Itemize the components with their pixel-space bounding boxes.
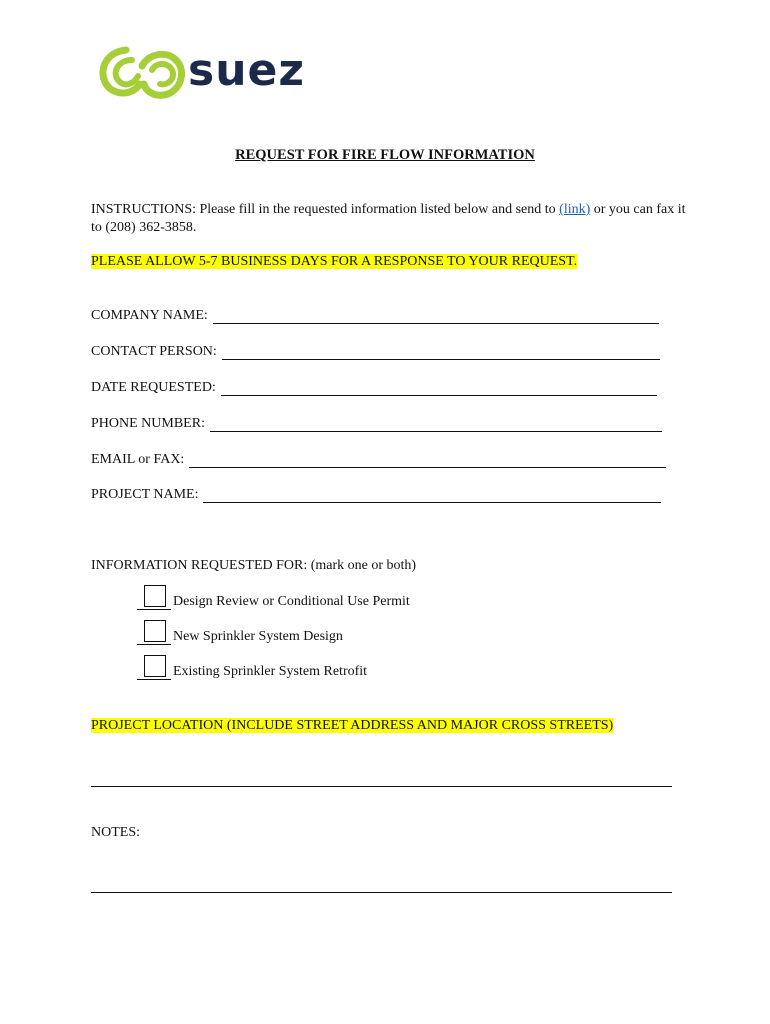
project-name-field[interactable] xyxy=(203,488,661,503)
company-name-label: COMPANY NAME: xyxy=(91,308,208,323)
phone-number-field[interactable] xyxy=(210,417,662,432)
contact-person-field[interactable] xyxy=(222,345,660,360)
form-title: REQUEST FOR FIRE FLOW INFORMATION xyxy=(235,147,535,163)
contact-person-row xyxy=(91,344,660,360)
option-underline xyxy=(137,620,171,645)
email-fax-row xyxy=(91,452,666,468)
option-row-existing-sprinkler xyxy=(137,655,367,680)
option-underline xyxy=(137,585,171,610)
existing-sprinkler-label: Existing Sprinkler System Retrofit xyxy=(173,664,368,679)
suez-swirl-logo-icon xyxy=(96,40,188,102)
date-requested-field[interactable] xyxy=(221,381,657,396)
info-requested-label: INFORMATION REQUESTED FOR: (mark one or both) xyxy=(91,558,417,573)
new-sprinkler-label: New Sprinkler System Design xyxy=(173,629,343,644)
instructions-prefix: INSTRUCTIONS: Please fill in the requested information listed below and send to xyxy=(91,202,560,217)
company-name-field[interactable] xyxy=(213,309,659,324)
instructions-suffix: or you can fax it to (208) 362-3858. xyxy=(91,202,686,235)
option-row-new-sprinkler xyxy=(137,620,343,645)
notes-label: NOTES: xyxy=(91,825,140,840)
notice-text: PLEASE ALLOW 5-7 BUSINESS DAYS FOR A RESPONSE TO YOUR REQUEST. xyxy=(91,254,578,269)
date-requested-label: DATE REQUESTED: xyxy=(91,380,216,395)
suez-logo xyxy=(96,40,326,102)
option-row-design-review xyxy=(137,585,410,610)
company-name-row xyxy=(91,308,659,324)
project-location-label xyxy=(91,718,613,734)
project-location-field[interactable] xyxy=(91,786,672,787)
option-underline xyxy=(137,655,171,680)
phone-number-label: PHONE NUMBER: xyxy=(91,416,205,431)
submission-link[interactable]: (link) xyxy=(559,202,591,217)
new-sprinkler-checkbox[interactable] xyxy=(144,620,166,642)
email-fax-label: EMAIL or FAX: xyxy=(91,452,185,467)
phone-number-row xyxy=(91,416,662,432)
contact-person-label: CONTACT PERSON: xyxy=(91,344,217,359)
design-review-checkbox[interactable] xyxy=(144,585,166,607)
brand-wordmark: suez xyxy=(188,45,305,96)
instructions xyxy=(91,201,691,237)
existing-sprinkler-checkbox[interactable] xyxy=(144,655,166,677)
date-requested-row xyxy=(91,380,657,396)
project-name-label: PROJECT NAME: xyxy=(91,487,199,502)
design-review-label: Design Review or Conditional Use Permit xyxy=(173,594,410,609)
response-time-notice xyxy=(91,254,577,270)
project-name-row xyxy=(91,487,661,503)
project-location-text: PROJECT LOCATION (INCLUDE STREET ADDRESS AND MAJOR CROSS STREETS) xyxy=(91,718,614,733)
notes-field[interactable] xyxy=(91,892,672,893)
email-fax-field[interactable] xyxy=(189,453,666,468)
